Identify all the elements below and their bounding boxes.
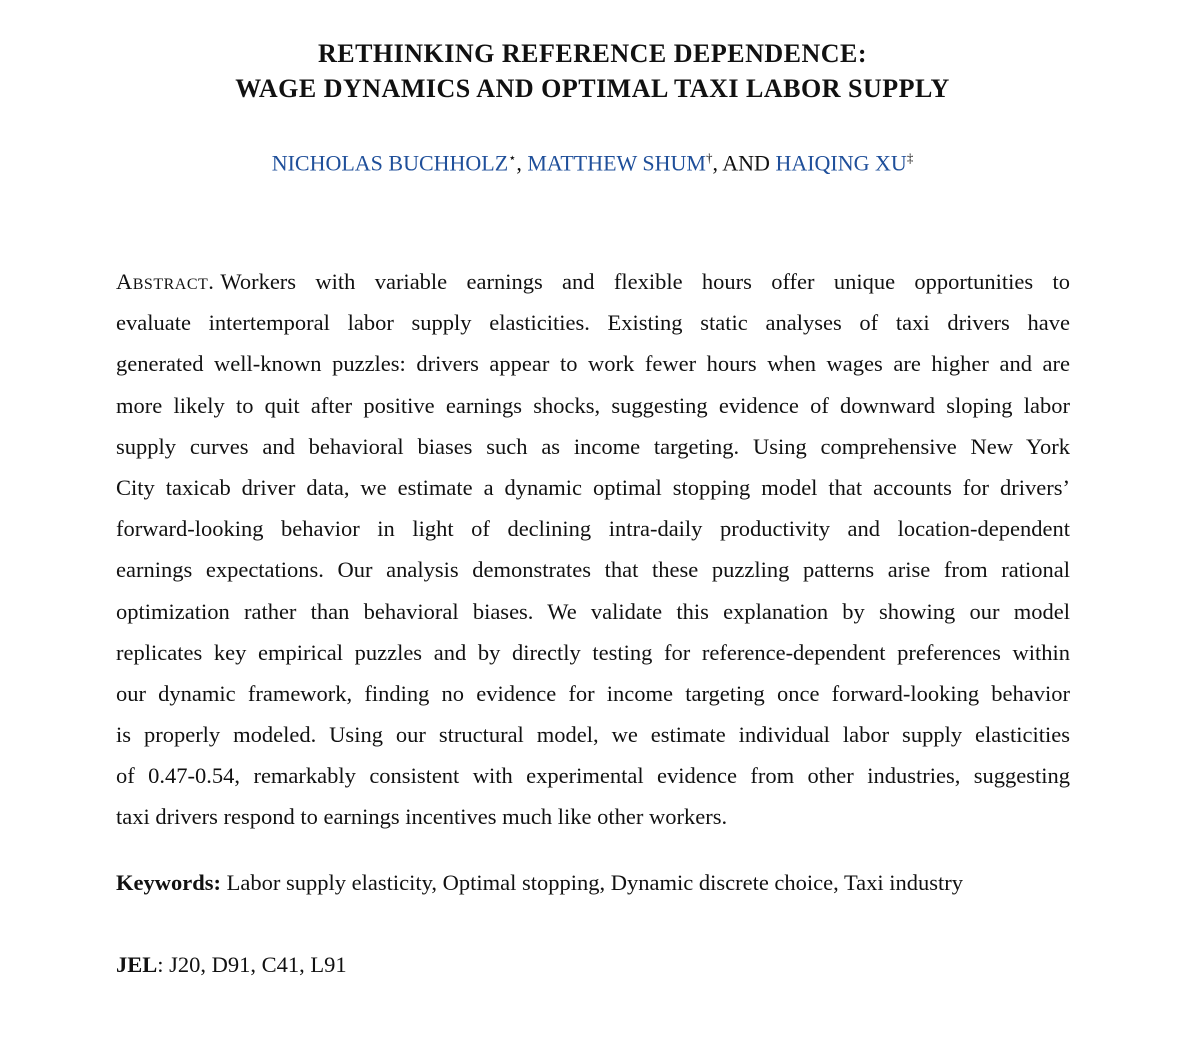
abstract-line-text: our dynamic framework, finding no evidence for income targeting once forward-looking behavior	[116, 680, 1070, 706]
abstract-line-text: earnings expectations. Our analysis demonstrates that these puzzling patterns arise from rational	[116, 557, 1070, 583]
abstract-line-text: forward-looking behavior in light of declining intra-daily productivity and location-dependent	[116, 516, 1070, 542]
abstract-label: Abstract.	[116, 269, 215, 294]
abstract-line-text: replicates key empirical puzzles and by directly testing for reference-dependent preferences within	[116, 639, 1070, 665]
title-line-1: RETHINKING REFERENCE DEPENDENCE:	[317, 39, 868, 68]
keywords-text: Labor supply elasticity, Optimal stopping, Dynamic discrete choice, Taxi industry	[226, 870, 964, 895]
abstract-line	[116, 594, 1070, 635]
author-footnote-mark: ‡	[906, 150, 914, 165]
abstract-line	[116, 635, 1070, 676]
abstract-line-text: City taxicab driver data, we estimate a dynamic optimal stopping model that accounts for drivers’	[116, 474, 1070, 500]
abstract-line-text: supply curves and behavioral biases such as income targeting. Using comprehensive New York	[116, 433, 1070, 459]
abstract-line-text: more likely to quit after positive earnings shocks, suggesting evidence of downward sloping labor	[116, 392, 1070, 418]
jel-label: JEL	[116, 952, 158, 977]
keywords	[116, 870, 963, 896]
keywords-label: Keywords:	[116, 870, 221, 895]
abstract-line-text: optimization rather than behavioral biases. We validate this explanation by showing our model	[116, 598, 1070, 624]
abstract-line	[116, 511, 1070, 552]
abstract-line	[116, 429, 1070, 470]
abstract-line	[116, 388, 1070, 429]
author-list	[0, 150, 1185, 176]
author-link[interactable]: MATTHEW SHUM	[527, 150, 706, 176]
abstract-line	[116, 470, 1070, 511]
abstract-line	[116, 264, 1070, 305]
abstract-line	[116, 676, 1070, 717]
abstract-line-text: Workers with variable earnings and flexible hours offer unique opportunities to	[220, 269, 1070, 294]
abstract-line-text: of 0.47-0.54, remarkably consistent with experimental evidence from other industries, suggesting	[116, 763, 1070, 789]
abstract-line	[116, 305, 1070, 346]
paper-title	[0, 36, 1185, 106]
abstract-line	[116, 346, 1070, 387]
author-footnote-mark: ⋆	[508, 150, 517, 165]
author-separator: , AND	[712, 150, 770, 176]
jel-text: : J20, D91, C41, L91	[157, 952, 347, 977]
abstract-line-text: taxi drivers respond to earnings incentives much like other workers.	[116, 804, 728, 830]
author-separator: ,	[516, 150, 522, 176]
abstract-line	[116, 717, 1070, 758]
abstract-line-text: evaluate intertemporal labor supply elasticities. Existing static analyses of taxi drivers have	[116, 310, 1070, 336]
title-line-2: WAGE DYNAMICS AND OPTIMAL TAXI LABOR SUPPLY	[235, 74, 950, 103]
abstract-line	[116, 552, 1070, 593]
jel-codes	[116, 952, 347, 978]
abstract-line-text: generated well-known puzzles: drivers appear to work fewer hours when wages are higher and are	[116, 351, 1070, 377]
abstract	[116, 264, 1070, 841]
abstract-line	[116, 758, 1070, 799]
author-footnote-mark: †	[705, 150, 713, 165]
abstract-line-text: is properly modeled. Using our structural model, we estimate individual labor supply elasticities	[116, 722, 1070, 748]
author-link[interactable]: HAIQING XU	[775, 150, 907, 176]
abstract-line	[116, 799, 1070, 840]
author-link[interactable]: NICHOLAS BUCHHOLZ	[271, 150, 509, 176]
